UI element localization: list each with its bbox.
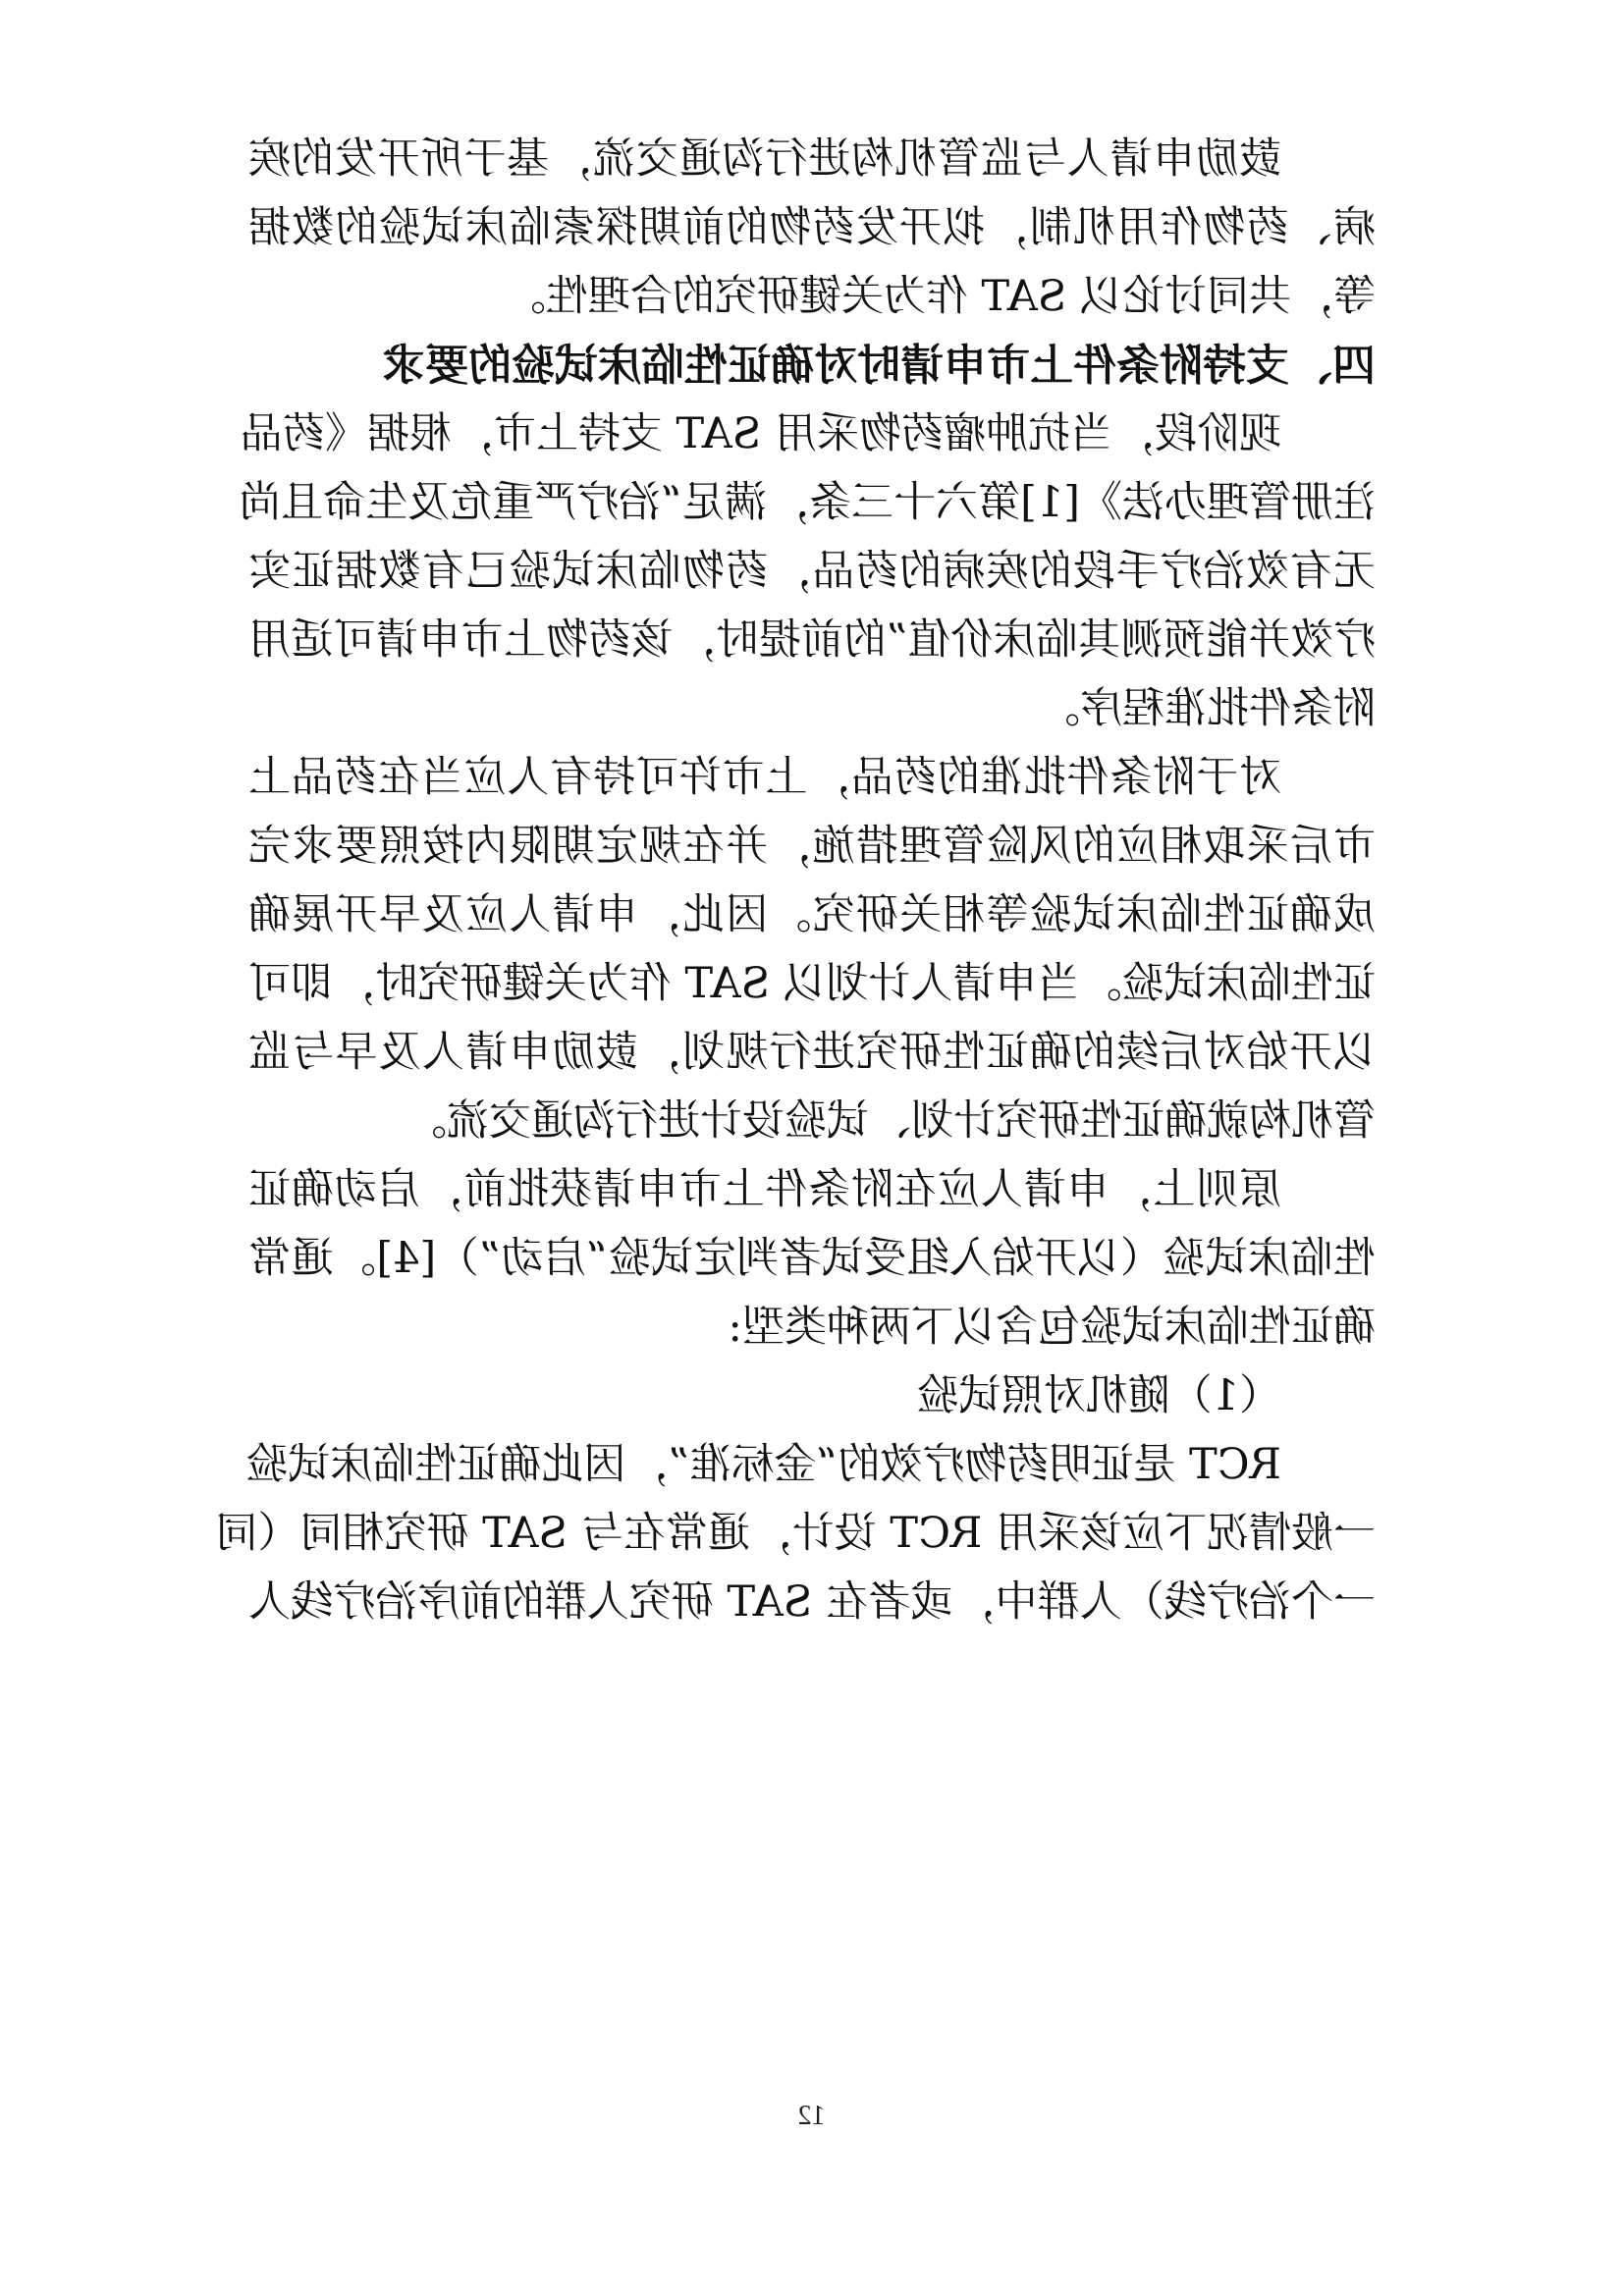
body-text-line: 现阶段，当抗肿瘤药物采用 SAT 支持上市，根据《药品 <box>240 409 1281 458</box>
body-text-line: 以开始对后续的确证性研究进行规划，鼓励申请人及早与监 <box>248 1028 1376 1077</box>
body-text-line: RCT 是证明药物疗效的“金标准”，因此确证性临床试验 <box>245 1440 1281 1489</box>
page-number: 12 <box>797 2101 826 2131</box>
body-text-line: 原则上，申请人应在附条件上市申请获批前，启动确证 <box>248 1165 1281 1214</box>
section-heading: 四、支持附条件上市申请时对确证性临床试验的要求 <box>382 341 1376 391</box>
body-text-line: 市后采取相应的风险管理措施，并在规定期限内按照要求完 <box>248 822 1376 871</box>
body-text-line: 无有效治疗手段的疾病的药品，药物临床试验已有数据证实 <box>248 547 1376 596</box>
body-text-line: 证性临床试验。当申请人计划以 SAT 作为关键研究时，即可 <box>248 959 1376 1008</box>
body-text-line: 确证性临床试验包含以下两种类型: <box>728 1303 1376 1352</box>
body-text-line: 成确证性临床试验等相关研究。因此，申请人应及早开展确 <box>248 890 1376 939</box>
body-text-line: 一个治疗线）人群中，或者在 SAT 研究人群的前序治疗线人 <box>248 1577 1376 1627</box>
body-text-line: 疗效并能预测其临床价值”的前提时，该药物上市申请可适用 <box>248 615 1376 665</box>
body-text-line: 性临床试验（以开始入组受试者判定试验“启动”）[4]。通常 <box>248 1234 1376 1283</box>
body-text-line: 病、药物作用机制，拟开发药物的前期探索临床试验的数据 <box>248 203 1376 252</box>
body-text-line: 一般情况下应该采用 RCT 设计，通常在与 SAT 研究相同（同 <box>215 1509 1376 1558</box>
body-text-line: 管机构就确证性研究计划、试验设计进行沟通交流。 <box>405 1096 1376 1146</box>
subsection-heading: （1）随机对照试验 <box>916 1371 1281 1420</box>
body-text-line: 对于附条件批准的药品，上市许可持有人应当在药品上 <box>248 753 1281 802</box>
body-text-line: 鼓励申请人与监管机构进行沟通交流，基于所开发的疾 <box>248 134 1281 184</box>
body-text-line: 注册管理办法》[1]第六十三条，满足“治疗严重危及生命且尚 <box>239 478 1376 527</box>
body-text-line: 附条件批准程序。 <box>1038 684 1376 733</box>
body-text-line: 等，共同讨论以 SAT 作为关键研究的合理性。 <box>503 272 1376 321</box>
